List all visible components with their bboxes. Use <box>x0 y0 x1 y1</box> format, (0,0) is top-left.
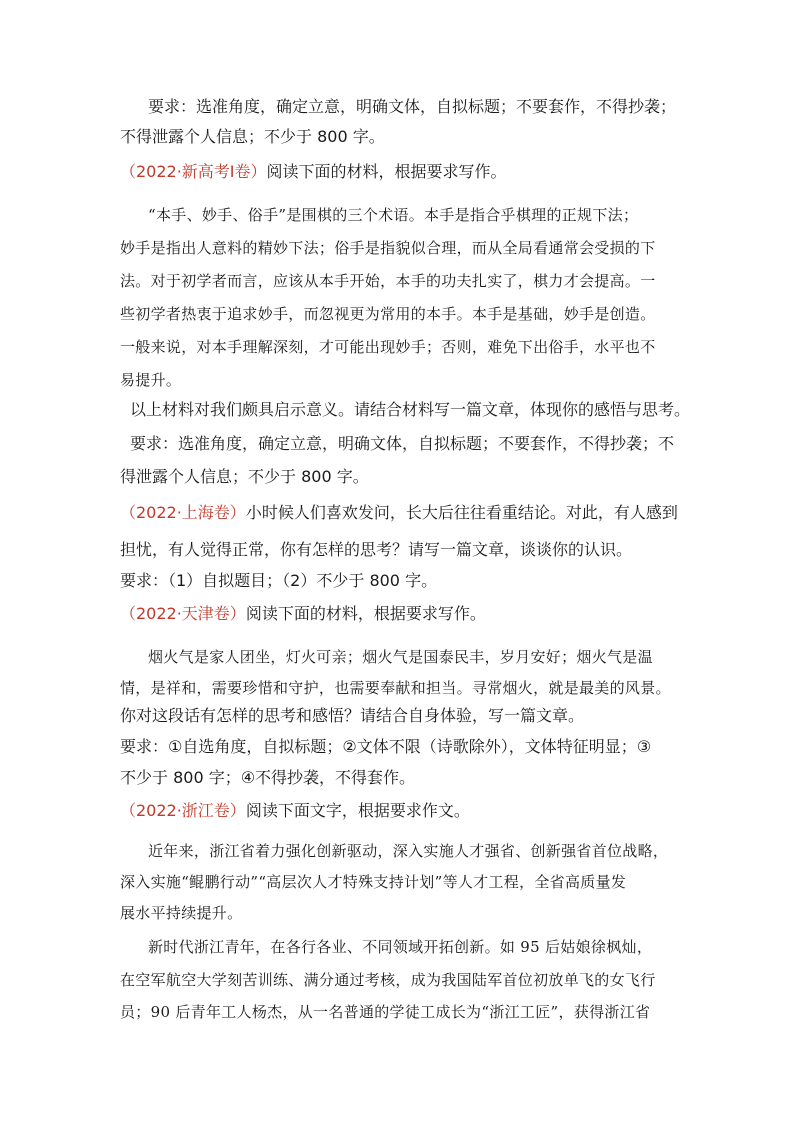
exam-source: （2022·天津卷） <box>120 604 246 623</box>
material-line: 妙手是指出人意料的精妙下法；俗手是指貌似合理，而从全局看通常会受损的下 <box>120 239 656 257</box>
material-line: 展水平持续提升。 <box>120 904 243 922</box>
material-line: 员；90 后青年工人杨杰，从一名普通的学徒工成长为“浙江工匠”，获得浙江省 <box>120 1003 651 1021</box>
requirement-line: 要求：选准角度，确定立意，明确文体，自拟标题；不要套作，不得抄袭；不 <box>130 434 675 453</box>
material-line: 近年来，浙江省着力强化创新驱动，深入实施人才强省、创新强省首位战略， <box>148 842 669 860</box>
material-line: 烟火气是家人团坐，灯火可亲；烟火气是国泰民丰，岁月安好；烟火气是温 <box>148 648 653 666</box>
question-text-line: 担忧，有人觉得正常，你有怎样的思考？请写一篇文章，谈谈你的认识。 <box>120 540 633 559</box>
material-line: 情，是祥和，需要珍惜和守护，也需要奉献和担当。寻常烟火，就是最美的风景。 <box>120 679 671 697</box>
material-line: “本手、妙手、俗手”是围棋的三个术语。本手是指合乎棋理的正规下法； <box>148 206 639 224</box>
material-line: 些初学者热衷于追求妙手，而忽视更为常用的本手。本手是基础，妙手是创造。 <box>120 305 656 323</box>
question-header <box>120 162 507 182</box>
question-text: 小时候人们喜欢发问，长大后往往看重结论。对此，有人感到 <box>245 503 678 522</box>
requirement-line: 得泄露个人信息；不少于 800 字。 <box>120 467 369 486</box>
requirement-line: 要求：（1）自拟题目；（2）不少于 800 字。 <box>120 571 438 590</box>
instruction-text: 阅读下面的材料，根据要求写作。 <box>266 162 507 181</box>
instruction-text: 阅读下面的材料，根据要求写作。 <box>245 604 486 623</box>
material-line: 新时代浙江青年，在各行各业、不同领域开拓创新。如 95 后姑娘徐枫灿， <box>148 938 653 956</box>
exam-source: （2022·上海卷） <box>120 503 246 522</box>
material-line: 易提升。 <box>120 371 182 389</box>
prompt-line: 以上材料对我们颇具启示意义。请结合材料写一篇文章，体现你的感悟与思考。 <box>130 400 691 419</box>
requirement-line: 不得泄露个人信息；不少于 800 字。 <box>120 127 385 146</box>
material-line: 在空军航空大学刻苦训练、满分通过考核，成为我国陆军首位初放单飞的女飞行 <box>120 971 656 989</box>
requirement-line: 要求：选准角度，确定立意，明确文体，自拟标题；不要套作，不得抄袭； <box>148 97 677 116</box>
question-header <box>120 604 486 624</box>
requirement-line: 要求：①自选角度，自拟标题；②文体不限（诗歌除外），文体特征明显；③ <box>120 737 652 756</box>
exam-source: （2022·浙江卷） <box>120 801 246 820</box>
material-line: 深入实施“鲲鹏行动”“高层次人才特殊支持计划”等人才工程，全省高质量发 <box>120 873 627 891</box>
question-header <box>120 801 470 821</box>
prompt-line: 你对这段话有怎样的思考和感悟？请结合自身体验，写一篇文章。 <box>120 706 585 725</box>
instruction-text: 阅读下面文字，根据要求作文。 <box>245 801 470 820</box>
question-header <box>120 503 678 523</box>
material-line: 法。对于初学者而言，应该从本手开始，本手的功夫扎实了，棋力才会提高。一 <box>120 272 656 290</box>
requirement-line: 不少于 800 字；④不得抄袭，不得套作。 <box>120 768 416 787</box>
material-line: 一般来说，对本手理解深刻，才可能出现妙手；否则，难免下出俗手，水平也不 <box>120 338 656 356</box>
exam-source: （2022·新高考Ⅰ卷） <box>120 162 267 181</box>
